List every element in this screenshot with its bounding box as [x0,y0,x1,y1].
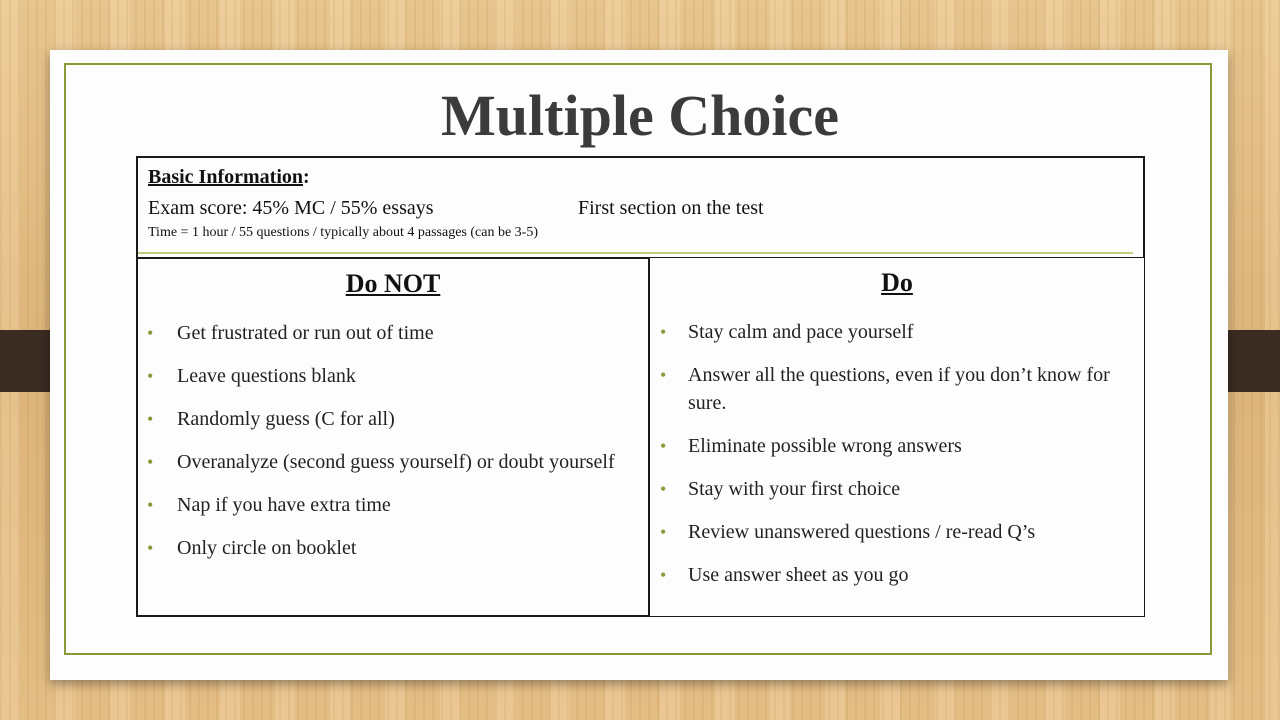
exam-score-text: Exam score: 45% MC / 55% essays [148,197,434,219]
list-item-text: Leave questions blank [177,365,356,387]
bullet-icon: • [147,538,154,558]
bullet-icon: • [660,479,667,499]
bullet-icon: • [147,323,154,343]
info-divider [138,252,1133,254]
basic-info-heading-colon: : [303,166,310,188]
do-column [650,257,1145,617]
section-text: First section on the test [578,197,764,219]
bullet-icon: • [660,322,667,342]
list-item-text: Only circle on booklet [177,537,357,559]
bullet-icon: • [660,565,667,585]
list-item-text: Stay with your first choice [688,478,901,500]
list-item-text: Stay calm and pace yourself [688,321,914,343]
bullet-icon: • [147,495,154,515]
list-item [650,518,1144,546]
bullet-icon: • [660,522,667,542]
list-item [138,405,648,433]
bullet-icon: • [147,409,154,429]
do-list [650,318,1144,604]
do-not-list [138,319,648,577]
list-item [650,361,1144,417]
do-not-heading: Do NOT [345,269,441,298]
do-heading: Do [881,268,913,297]
list-item [650,561,1144,589]
list-item-text: Review unanswered questions / re-read Q’s [688,521,1036,543]
list-item [650,432,1144,460]
list-item [138,448,648,476]
bullet-icon: • [660,436,667,456]
slide-title: Multiple Choice [441,83,839,148]
bullet-icon: • [147,452,154,472]
do-not-column [136,257,650,617]
basic-info-heading: Basic Information [148,166,303,188]
list-item-text: Randomly guess (C for all) [177,408,395,430]
list-item-text: Eliminate possible wrong answers [688,435,962,457]
list-item [138,319,648,347]
list-item [138,491,648,519]
bullet-icon: • [147,366,154,386]
list-item [650,475,1144,503]
list-item-text: Overanalyze (second guess yourself) or doubt yourself [177,451,615,473]
list-item-text: Use answer sheet as you go [688,564,909,586]
list-item-text: Nap if you have extra time [177,494,391,516]
list-item [138,362,648,390]
exam-info-line [148,197,764,220]
list-item [650,318,1144,346]
list-item-text: Get frustrated or run out of time [177,322,434,344]
time-info-text: Time = 1 hour / 55 questions / typically about 4 passages (can be 3-5) [148,225,538,240]
basic-info-box [136,156,1145,267]
list-item [138,534,648,562]
list-item-text: Answer all the questions, even if you don’t know for sure. [688,364,1110,414]
basic-info-heading-line [148,166,310,189]
bullet-icon: • [660,365,667,385]
